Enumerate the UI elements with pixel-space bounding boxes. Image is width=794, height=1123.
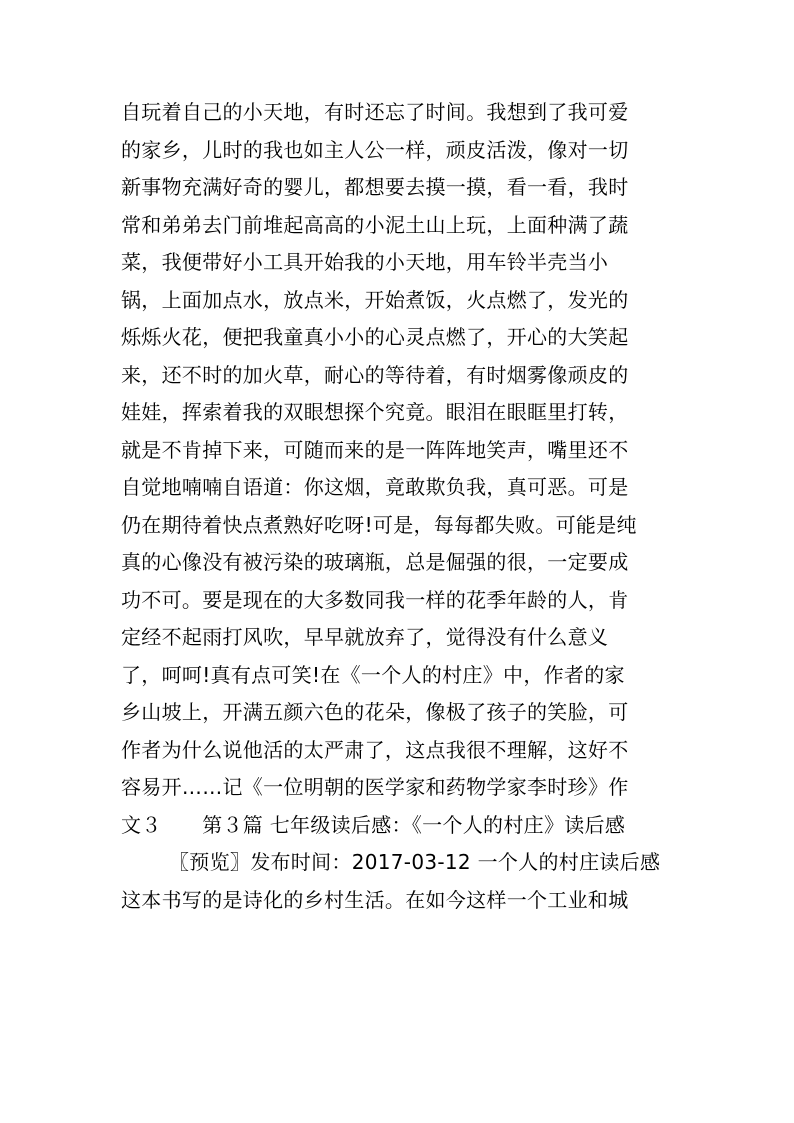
text-line: 这本书写的是诗化的乡村生活。在如今这样一个工业和城	[121, 887, 629, 912]
text-line: 自玩着自己的小天地，有时还忘了时间。我想到了我可爱	[121, 100, 629, 124]
text-line: 仍在期待着快点煮熟好吃呀!可是，每每都失败。可能是纯	[121, 512, 637, 537]
text-line: 新事物充满好奇的婴儿，都想要去摸一摸，看一看，我时	[121, 175, 629, 199]
text-line: 定经不起雨打风吹，早早就放弃了，觉得没有什么意义	[121, 625, 609, 649]
text-line: 真的心像没有被污染的玻璃瓶，总是倔强的很，一定要成	[121, 550, 629, 574]
text-line: 菜，我便带好小工具开始我的小天地，用车铃半壳当小	[121, 250, 609, 274]
text-line: 作者为什么说他活的太严肃了，这点我很不理解，这好不	[121, 737, 629, 762]
text-line: 的家乡，儿时的我也如主人公一样，顽皮活泼，像对一切	[121, 137, 629, 162]
body-text	[121, 94, 681, 919]
section-heading-line: 文３ 第３篇 七年级读后感：《一个人的村庄》读后感	[121, 812, 626, 837]
text-line: 锅，上面加点水，放点米，开始煮饭，火点燃了，发光的	[121, 287, 629, 312]
text-line: 功不可。要是现在的大多数同我一样的花季年龄的人，肯	[121, 587, 629, 612]
text-line: 烁烁火花，便把我童真小小的心灵点燃了，开心的大笑起	[121, 325, 629, 349]
text-line: 来，还不时的加火草，耐心的等待着，有时烟雾像顽皮的	[121, 362, 629, 387]
text-line: 容易开……记《一位明朝的医学家和药物学家李时珍》作	[121, 775, 629, 799]
text-line: 就是不肯掉下来，可随而来的是一阵阵地笑声，嘴里还不	[121, 437, 629, 462]
text-line: 乡山坡上，开满五颜六色的花朵，像极了孩子的笑脸，可	[121, 700, 629, 724]
text-line: 娃娃，挥索着我的双眼想探个究竟。眼泪在眼眶里打转，	[121, 400, 629, 424]
preview-line: 〖预览〗发布时间：2017-03-12 一个人的村庄读后感	[169, 850, 661, 874]
text-line: 了，呵呵!真有点可笑!在《一个人的村庄》中，作者的家	[121, 662, 625, 687]
text-line: 自觉地喃喃自语道：你这烟，竟敢欺负我，真可恶。可是	[121, 475, 629, 499]
text-line: 常和弟弟去门前堆起高高的小泥土山上玩，上面种满了蔬	[121, 212, 629, 237]
